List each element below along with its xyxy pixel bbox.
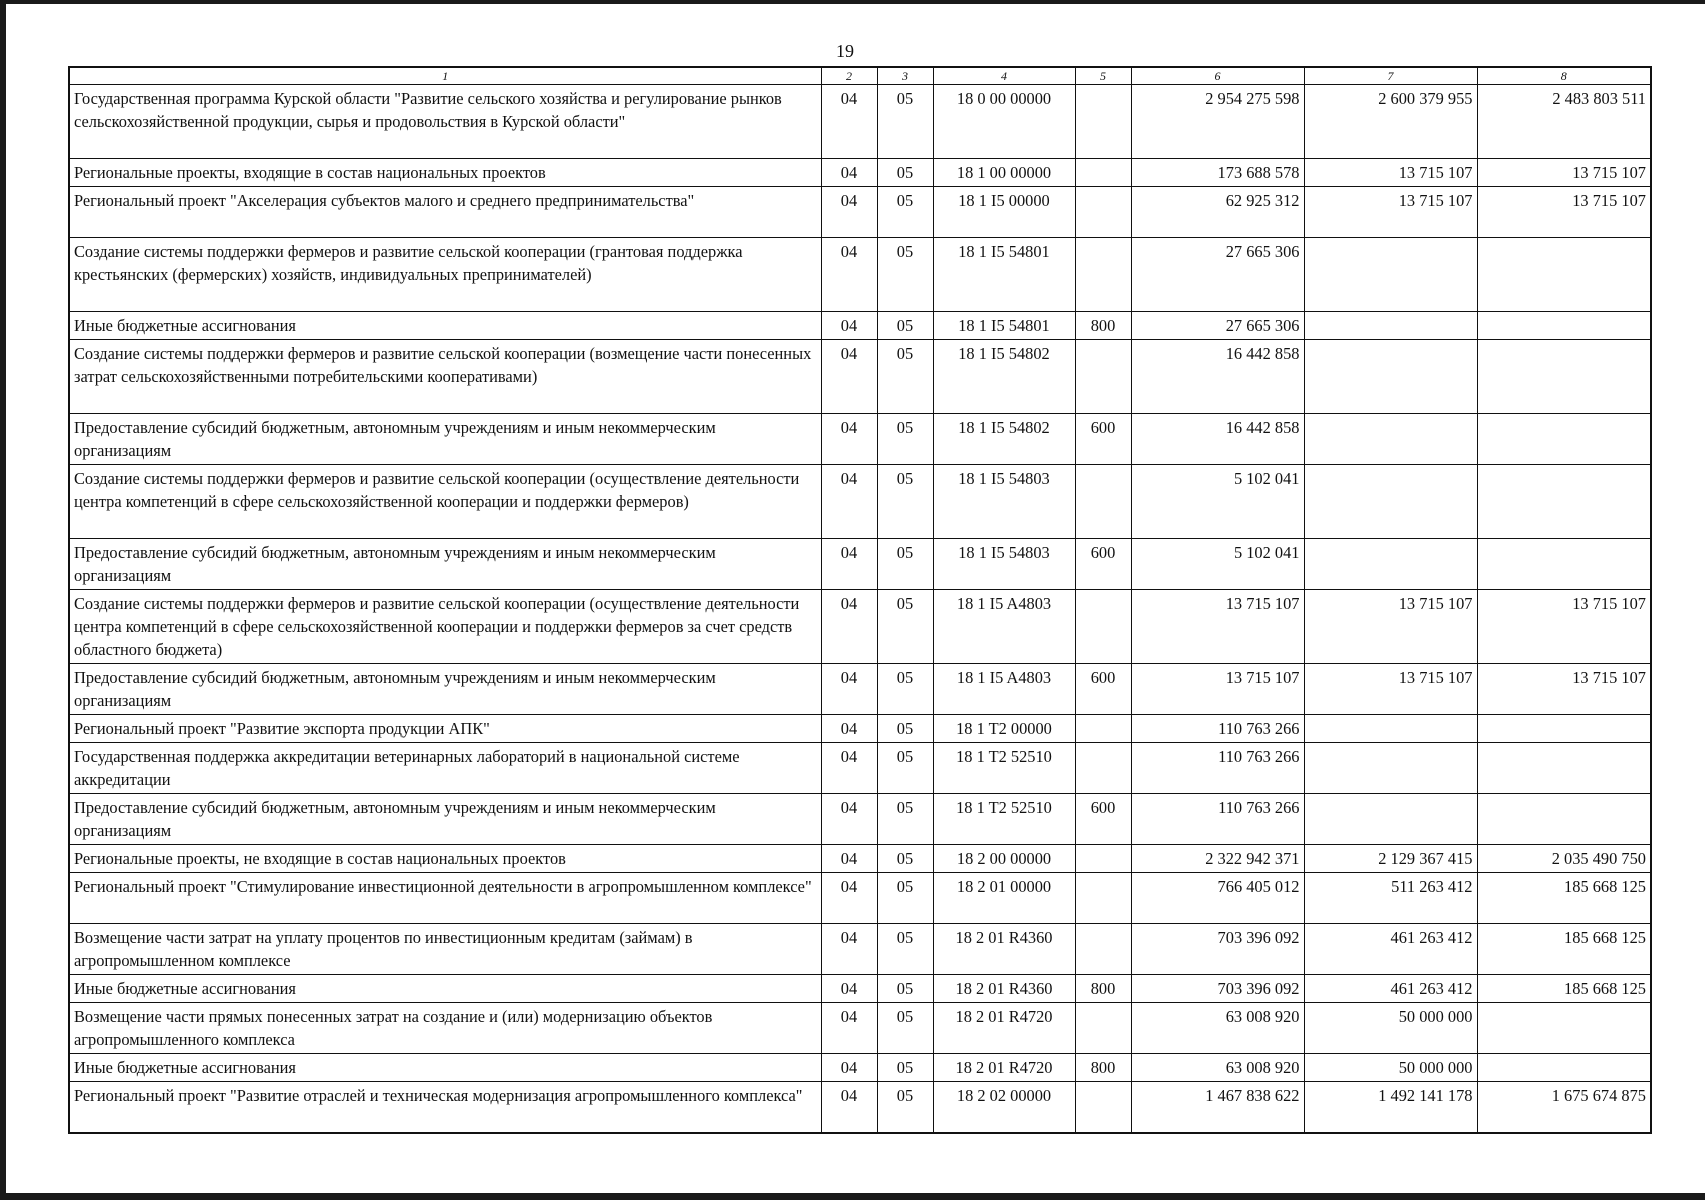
section-code-cell: 04: [821, 873, 877, 924]
amount-year3-cell: [1477, 1054, 1651, 1082]
expense-type-cell: [1075, 465, 1131, 539]
expense-type-cell: [1075, 590, 1131, 664]
row-name-cell: Возмещение части прямых понесенных затрат на создание и (или) модернизацию объектов агропромышленного комплекса: [69, 1003, 821, 1054]
section-code-cell: 04: [821, 975, 877, 1003]
amount-year1-cell: 110 763 266: [1131, 794, 1304, 845]
scan-border-left: [0, 0, 6, 1200]
table-row: [69, 794, 1651, 845]
amount-year2-cell: [1304, 414, 1477, 465]
amount-year3-cell: 13 715 107: [1477, 664, 1651, 715]
section-code-cell: 04: [821, 845, 877, 873]
target-article-cell: 18 1 I5 A4803: [933, 590, 1075, 664]
column-number: 4: [933, 67, 1075, 85]
section-code-cell: 04: [821, 312, 877, 340]
section-code-cell: 04: [821, 1054, 877, 1082]
column-number-row: [69, 67, 1651, 85]
subsection-code-cell: 05: [877, 590, 933, 664]
amount-year1-cell: 1 467 838 622: [1131, 1082, 1304, 1133]
row-name-cell: Предоставление субсидий бюджетным, автономным учреждениям и иным некоммерческим организациям: [69, 794, 821, 845]
expense-type-cell: 800: [1075, 312, 1131, 340]
table-row: [69, 539, 1651, 590]
table-row: [69, 238, 1651, 312]
subsection-code-cell: 05: [877, 924, 933, 975]
column-number: 6: [1131, 67, 1304, 85]
scan-border-bottom: [0, 1193, 1705, 1200]
amount-year3-cell: 1 675 674 875: [1477, 1082, 1651, 1133]
row-name-cell: Региональный проект "Развитие экспорта продукции АПК": [69, 715, 821, 743]
table-row: [69, 1003, 1651, 1054]
target-article-cell: 18 1 T2 52510: [933, 794, 1075, 845]
section-code-cell: 04: [821, 340, 877, 414]
section-code-cell: 04: [821, 590, 877, 664]
expense-type-cell: [1075, 238, 1131, 312]
row-name-cell: Государственная поддержка аккредитации ветеринарных лабораторий в национальной системе аккредитации: [69, 743, 821, 794]
target-article-cell: 18 1 I5 00000: [933, 187, 1075, 238]
target-article-cell: 18 1 I5 54803: [933, 465, 1075, 539]
section-code-cell: 04: [821, 465, 877, 539]
amount-year2-cell: [1304, 465, 1477, 539]
table-row: [69, 975, 1651, 1003]
expense-type-cell: [1075, 340, 1131, 414]
row-name-cell: Создание системы поддержки фермеров и развитие сельской кооперации (осуществление деятельности центра компетенций в сфере сельскохозяйственной кооперации и поддержки фермеров): [69, 465, 821, 539]
expense-type-cell: [1075, 85, 1131, 159]
amount-year2-cell: 13 715 107: [1304, 187, 1477, 238]
section-code-cell: 04: [821, 794, 877, 845]
subsection-code-cell: 05: [877, 539, 933, 590]
subsection-code-cell: 05: [877, 715, 933, 743]
amount-year3-cell: [1477, 312, 1651, 340]
column-number: 2: [821, 67, 877, 85]
subsection-code-cell: 05: [877, 845, 933, 873]
budget-table: [68, 66, 1652, 1134]
column-number: 1: [69, 67, 821, 85]
column-number: 8: [1477, 67, 1651, 85]
section-code-cell: 04: [821, 1003, 877, 1054]
amount-year3-cell: 185 668 125: [1477, 975, 1651, 1003]
amount-year2-cell: [1304, 312, 1477, 340]
amount-year2-cell: 13 715 107: [1304, 590, 1477, 664]
amount-year1-cell: 63 008 920: [1131, 1054, 1304, 1082]
amount-year3-cell: [1477, 238, 1651, 312]
row-name-cell: Предоставление субсидий бюджетным, автономным учреждениям и иным некоммерческим организациям: [69, 539, 821, 590]
section-code-cell: 04: [821, 924, 877, 975]
amount-year2-cell: [1304, 340, 1477, 414]
target-article-cell: 18 1 I5 54802: [933, 414, 1075, 465]
scan-border-top: [0, 0, 1705, 4]
expense-type-cell: [1075, 873, 1131, 924]
amount-year1-cell: 2 954 275 598: [1131, 85, 1304, 159]
amount-year2-cell: 461 263 412: [1304, 975, 1477, 1003]
target-article-cell: 18 1 I5 54801: [933, 312, 1075, 340]
target-article-cell: 18 1 I5 54802: [933, 340, 1075, 414]
target-article-cell: 18 2 01 R4360: [933, 975, 1075, 1003]
amount-year1-cell: 110 763 266: [1131, 715, 1304, 743]
subsection-code-cell: 05: [877, 414, 933, 465]
table-row: [69, 1082, 1651, 1133]
row-name-cell: Создание системы поддержки фермеров и развитие сельской кооперации (грантовая поддержка крестьянских (фермерских) хозяйств, индивидуальных препринимателей): [69, 238, 821, 312]
target-article-cell: 18 2 01 R4720: [933, 1003, 1075, 1054]
page-number: 19: [836, 41, 854, 61]
section-code-cell: 04: [821, 664, 877, 715]
table-row: [69, 715, 1651, 743]
expense-type-cell: [1075, 1003, 1131, 1054]
amount-year2-cell: 50 000 000: [1304, 1003, 1477, 1054]
section-code-cell: 04: [821, 238, 877, 312]
amount-year2-cell: [1304, 794, 1477, 845]
amount-year2-cell: 50 000 000: [1304, 1054, 1477, 1082]
amount-year3-cell: [1477, 465, 1651, 539]
amount-year2-cell: [1304, 743, 1477, 794]
expense-type-cell: [1075, 743, 1131, 794]
amount-year3-cell: 13 715 107: [1477, 590, 1651, 664]
expense-type-cell: [1075, 924, 1131, 975]
row-name-cell: Предоставление субсидий бюджетным, автономным учреждениям и иным некоммерческим организациям: [69, 414, 821, 465]
subsection-code-cell: 05: [877, 1082, 933, 1133]
table-row: [69, 312, 1651, 340]
amount-year1-cell: 27 665 306: [1131, 238, 1304, 312]
amount-year1-cell: 16 442 858: [1131, 340, 1304, 414]
amount-year2-cell: 511 263 412: [1304, 873, 1477, 924]
table-row: [69, 924, 1651, 975]
table-row: [69, 340, 1651, 414]
amount-year2-cell: [1304, 238, 1477, 312]
expense-type-cell: [1075, 1082, 1131, 1133]
amount-year1-cell: 5 102 041: [1131, 539, 1304, 590]
amount-year3-cell: 185 668 125: [1477, 873, 1651, 924]
section-code-cell: 04: [821, 85, 877, 159]
table-row: [69, 743, 1651, 794]
row-name-cell: Региональный проект "Развитие отраслей и техническая модернизация агропромышленного комплекса": [69, 1082, 821, 1133]
amount-year1-cell: 16 442 858: [1131, 414, 1304, 465]
table-row: [69, 590, 1651, 664]
section-code-cell: 04: [821, 159, 877, 187]
subsection-code-cell: 05: [877, 975, 933, 1003]
row-name-cell: Иные бюджетные ассигнования: [69, 1054, 821, 1082]
target-article-cell: 18 1 T2 52510: [933, 743, 1075, 794]
amount-year2-cell: [1304, 539, 1477, 590]
table-row: [69, 159, 1651, 187]
target-article-cell: 18 1 I5 54801: [933, 238, 1075, 312]
row-name-cell: Предоставление субсидий бюджетным, автономным учреждениям и иным некоммерческим организациям: [69, 664, 821, 715]
amount-year2-cell: 1 492 141 178: [1304, 1082, 1477, 1133]
amount-year1-cell: 5 102 041: [1131, 465, 1304, 539]
subsection-code-cell: 05: [877, 465, 933, 539]
amount-year1-cell: 703 396 092: [1131, 975, 1304, 1003]
target-article-cell: 18 1 00 00000: [933, 159, 1075, 187]
table-row: [69, 873, 1651, 924]
column-number: 3: [877, 67, 933, 85]
amount-year3-cell: 13 715 107: [1477, 159, 1651, 187]
amount-year2-cell: 461 263 412: [1304, 924, 1477, 975]
table-row: [69, 414, 1651, 465]
subsection-code-cell: 05: [877, 1054, 933, 1082]
amount-year1-cell: 63 008 920: [1131, 1003, 1304, 1054]
subsection-code-cell: 05: [877, 1003, 933, 1054]
target-article-cell: 18 2 02 00000: [933, 1082, 1075, 1133]
amount-year1-cell: 2 322 942 371: [1131, 845, 1304, 873]
row-name-cell: Возмещение части затрат на уплату процентов по инвестиционным кредитам (займам) в агропромышленном комплексе: [69, 924, 821, 975]
amount-year3-cell: [1477, 539, 1651, 590]
subsection-code-cell: 05: [877, 85, 933, 159]
target-article-cell: 18 2 01 R4360: [933, 924, 1075, 975]
amount-year2-cell: 2 600 379 955: [1304, 85, 1477, 159]
amount-year1-cell: 766 405 012: [1131, 873, 1304, 924]
expense-type-cell: 600: [1075, 414, 1131, 465]
amount-year3-cell: [1477, 1003, 1651, 1054]
amount-year2-cell: 13 715 107: [1304, 664, 1477, 715]
table-row: [69, 1054, 1651, 1082]
amount-year1-cell: 110 763 266: [1131, 743, 1304, 794]
subsection-code-cell: 05: [877, 159, 933, 187]
expense-type-cell: 600: [1075, 539, 1131, 590]
amount-year2-cell: 2 129 367 415: [1304, 845, 1477, 873]
subsection-code-cell: 05: [877, 664, 933, 715]
amount-year3-cell: 13 715 107: [1477, 187, 1651, 238]
subsection-code-cell: 05: [877, 794, 933, 845]
amount-year3-cell: 2 035 490 750: [1477, 845, 1651, 873]
subsection-code-cell: 05: [877, 873, 933, 924]
column-number: 7: [1304, 67, 1477, 85]
amount-year2-cell: 13 715 107: [1304, 159, 1477, 187]
amount-year3-cell: 2 483 803 511: [1477, 85, 1651, 159]
column-number: 5: [1075, 67, 1131, 85]
expense-type-cell: 800: [1075, 1054, 1131, 1082]
amount-year1-cell: 13 715 107: [1131, 664, 1304, 715]
target-article-cell: 18 0 00 00000: [933, 85, 1075, 159]
row-name-cell: Иные бюджетные ассигнования: [69, 312, 821, 340]
target-article-cell: 18 1 I5 A4803: [933, 664, 1075, 715]
expense-type-cell: [1075, 715, 1131, 743]
row-name-cell: Создание системы поддержки фермеров и развитие сельской кооперации (возмещение части понесенных затрат сельскохозяйственными потребительскими кооперативами): [69, 340, 821, 414]
subsection-code-cell: 05: [877, 340, 933, 414]
target-article-cell: 18 2 00 00000: [933, 845, 1075, 873]
table-row: [69, 85, 1651, 159]
amount-year1-cell: 13 715 107: [1131, 590, 1304, 664]
expense-type-cell: [1075, 187, 1131, 238]
expense-type-cell: [1075, 159, 1131, 187]
subsection-code-cell: 05: [877, 312, 933, 340]
amount-year1-cell: 173 688 578: [1131, 159, 1304, 187]
section-code-cell: 04: [821, 715, 877, 743]
amount-year3-cell: [1477, 743, 1651, 794]
target-article-cell: 18 1 T2 00000: [933, 715, 1075, 743]
subsection-code-cell: 05: [877, 743, 933, 794]
section-code-cell: 04: [821, 187, 877, 238]
amount-year3-cell: [1477, 794, 1651, 845]
row-name-cell: Создание системы поддержки фермеров и развитие сельской кооперации (осуществление деятельности центра компетенций в сфере сельскохозяйственной кооперации и поддержки фермеров за счет средств областного бюджета): [69, 590, 821, 664]
target-article-cell: 18 2 01 R4720: [933, 1054, 1075, 1082]
amount-year3-cell: [1477, 414, 1651, 465]
table-row: [69, 664, 1651, 715]
table-row: [69, 187, 1651, 238]
amount-year3-cell: 185 668 125: [1477, 924, 1651, 975]
expense-type-cell: 600: [1075, 664, 1131, 715]
table-row: [69, 465, 1651, 539]
section-code-cell: 04: [821, 539, 877, 590]
expense-type-cell: 600: [1075, 794, 1131, 845]
table-row: [69, 845, 1651, 873]
expense-type-cell: [1075, 845, 1131, 873]
section-code-cell: 04: [821, 414, 877, 465]
target-article-cell: 18 2 01 00000: [933, 873, 1075, 924]
row-name-cell: Региональные проекты, не входящие в состав национальных проектов: [69, 845, 821, 873]
expense-type-cell: 800: [1075, 975, 1131, 1003]
section-code-cell: 04: [821, 1082, 877, 1133]
amount-year1-cell: 62 925 312: [1131, 187, 1304, 238]
subsection-code-cell: 05: [877, 238, 933, 312]
amount-year1-cell: 703 396 092: [1131, 924, 1304, 975]
amount-year1-cell: 27 665 306: [1131, 312, 1304, 340]
subsection-code-cell: 05: [877, 187, 933, 238]
table-body: [69, 85, 1651, 1133]
amount-year3-cell: [1477, 715, 1651, 743]
row-name-cell: Региональные проекты, входящие в состав национальных проектов: [69, 159, 821, 187]
row-name-cell: Региональный проект "Стимулирование инвестиционной деятельности в агропромышленном комплексе": [69, 873, 821, 924]
row-name-cell: Иные бюджетные ассигнования: [69, 975, 821, 1003]
target-article-cell: 18 1 I5 54803: [933, 539, 1075, 590]
row-name-cell: Государственная программа Курской области "Развитие сельского хозяйства и регулирование рынков сельскохозяйственной продукции, сырья и продовольствия в Курской области": [69, 85, 821, 159]
amount-year3-cell: [1477, 340, 1651, 414]
row-name-cell: Региональный проект "Акселерация субъектов малого и среднего предпринимательства": [69, 187, 821, 238]
section-code-cell: 04: [821, 743, 877, 794]
amount-year2-cell: [1304, 715, 1477, 743]
